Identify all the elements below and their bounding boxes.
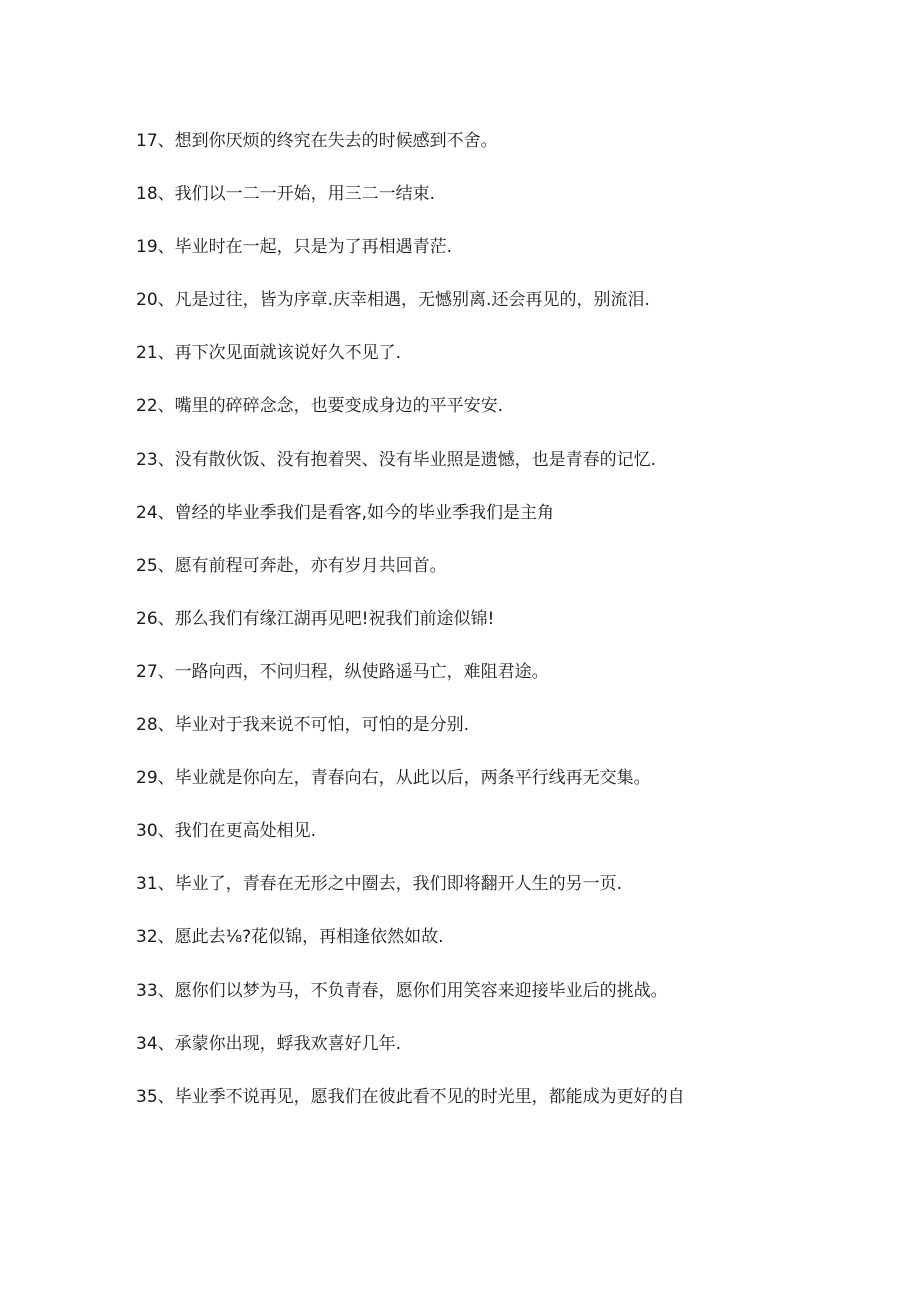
- quote-line-34: 34、承蒙你出现，蜉我欢喜好几年.: [136, 1033, 402, 1054]
- quote-line-27: 27、一路向西，不问归程，纵使路遥马亡，难阻君途。: [136, 661, 549, 682]
- quote-line-31: 31、毕业了，青春在无形之中圈去，我们即将翻开人生的另一页.: [136, 874, 623, 895]
- quote-line-17: 17、想到你厌烦的终究在失去的时候感到不舍。: [136, 131, 498, 151]
- quote-line-33: 33、愿你们以梦为马，不负青春，愿你们用笑容来迎接毕业后的挑战。: [136, 980, 668, 1001]
- quote-line-18: 18、我们以一二一开始，用三二一结束.: [136, 184, 436, 205]
- quote-line-20: 20、凡是过往，皆为序章.庆幸相遇，无憾别离.还会再见的，别流泪.: [136, 290, 650, 311]
- quote-line-30: 30、我们在更高处相见.: [136, 821, 317, 842]
- quote-line-25: 25、愿有前程可奔赴，亦有岁月共回首。: [136, 555, 447, 576]
- quote-line-26: 26、那么我们有缘江湖再见吧!祝我们前途似锦!: [136, 608, 495, 629]
- quote-line-22: 22、嘴里的碎碎念念，也要变成身边的平平安安.: [136, 396, 504, 417]
- quote-line-35: 35、毕业季不说再见，愿我们在彼此看不见的时光里，都能成为更好的自: [136, 1086, 685, 1107]
- quote-line-19: 19、毕业时在一起，只是为了再相遇青茫.: [136, 237, 453, 258]
- quote-list: [136, 128, 876, 1137]
- quote-line-28: 28、毕业对于我来说不可怕，可怕的是分别.: [136, 715, 470, 736]
- quote-line-32: 32、愿此去⅛?花似锦，再相逢依然如故.: [136, 927, 444, 948]
- quote-line-23: 23、没有散伙饭、没有抱着哭、没有毕业照是遗憾，也是青春的记忆.: [136, 449, 657, 470]
- quote-line-21: 21、再下次见面就该说好久不见了.: [136, 343, 402, 364]
- quote-line-29: 29、毕业就是你向左，青春向右，从此以后，两条平行线再无交集。: [136, 768, 651, 789]
- quote-line-24: 24、曾经的毕业季我们是看客,如今的毕业季我们是主角: [136, 502, 555, 523]
